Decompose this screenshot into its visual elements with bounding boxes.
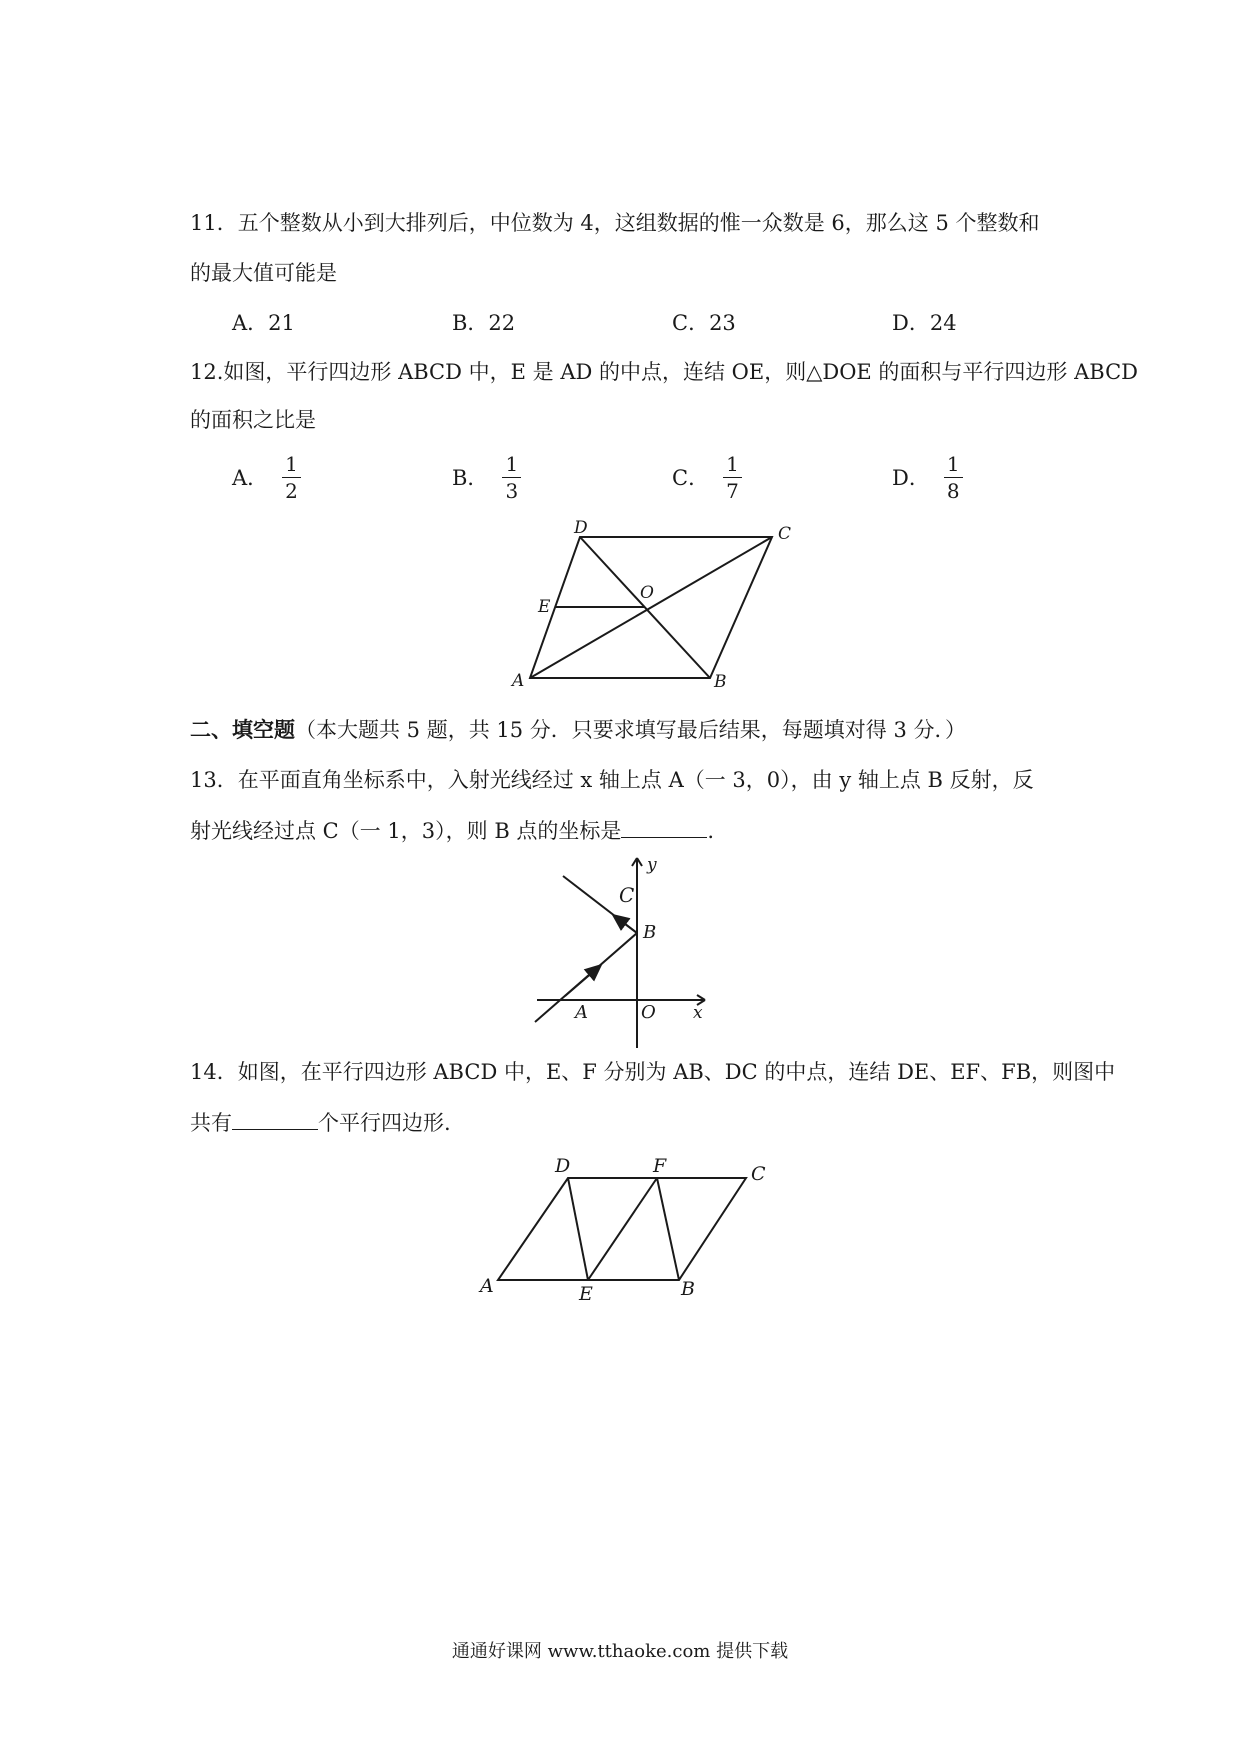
label-y: y bbox=[647, 855, 657, 875]
q12-option-b bbox=[452, 445, 521, 509]
q12-option-a bbox=[232, 445, 301, 509]
section2-heading: 二、填空题 bbox=[190, 717, 295, 742]
label-c: C bbox=[778, 524, 792, 544]
q12-option-b-letter: B． bbox=[452, 466, 489, 490]
q12-option-c bbox=[672, 445, 742, 509]
q11-line2: 的最大值可能是 bbox=[190, 261, 337, 285]
q11-line1: 11．五个整数从小到大排列后，中位数为 4，这组数据的惟一众数是 6，那么这 5 个整数和 bbox=[190, 211, 1040, 235]
q12-option-c-fraction bbox=[723, 452, 742, 503]
label-d: D bbox=[555, 1155, 571, 1177]
label-e: E bbox=[538, 597, 551, 617]
incident-ray-arrow bbox=[565, 965, 601, 996]
label-a: A bbox=[575, 1002, 588, 1023]
segment-de bbox=[568, 1178, 588, 1280]
q12-parallelogram-figure bbox=[500, 515, 800, 695]
q11-option-b: B．22 bbox=[452, 311, 516, 335]
label-x: x bbox=[693, 1003, 703, 1023]
label-d: D bbox=[574, 518, 588, 538]
section2-note: （本大题共 5 题，共 15 分．只要求填写最后结果，每题填对得 3 分．） bbox=[295, 718, 966, 742]
label-a: A bbox=[512, 671, 525, 691]
q13-answer-blank bbox=[621, 815, 707, 838]
q13-coordinate-figure bbox=[525, 850, 725, 1050]
q14-line2-text: 共有 bbox=[190, 1111, 232, 1135]
q11-option-a: A．21 bbox=[232, 311, 295, 335]
fraction-denominator: 8 bbox=[944, 477, 963, 503]
fraction-denominator: 7 bbox=[723, 477, 742, 503]
q11-option-c: C．23 bbox=[672, 311, 736, 335]
q12-option-c-letter: C． bbox=[672, 466, 710, 490]
label-b: B bbox=[681, 1278, 695, 1300]
fraction-numerator: 1 bbox=[505, 451, 519, 476]
label-e: E bbox=[579, 1283, 593, 1305]
label-f: F bbox=[653, 1155, 667, 1177]
label-c: C bbox=[619, 883, 635, 907]
fraction-denominator: 2 bbox=[282, 477, 301, 503]
q12-option-d-letter: D． bbox=[892, 466, 930, 490]
q13-line2-end: . bbox=[707, 819, 715, 843]
fraction-denominator: 3 bbox=[502, 477, 521, 503]
q14-line2-end: 个平行四边形. bbox=[318, 1111, 451, 1135]
q13-line2-text: 射光线经过点 C（一 1，3），则 B 点的坐标是 bbox=[190, 819, 622, 843]
label-o: O bbox=[641, 1002, 656, 1023]
page-footer: 通通好课网 www.tthaoke.com 提供下载 bbox=[451, 1641, 789, 1662]
label-o: O bbox=[640, 583, 654, 603]
q12-option-d-fraction bbox=[944, 452, 963, 503]
label-c: C bbox=[751, 1163, 766, 1185]
q12-option-b-fraction bbox=[502, 452, 521, 503]
segment-fb bbox=[657, 1178, 679, 1280]
label-b: B bbox=[643, 922, 657, 943]
q13-line2 bbox=[190, 815, 1060, 846]
q12-option-a-letter: A． bbox=[232, 466, 269, 490]
q12-line1: 12.如图，平行四边形 ABCD 中，E 是 AD 的中点，连结 OE，则△DOE 的面积与平行四边形 ABCD bbox=[190, 360, 1138, 384]
label-b: B bbox=[714, 672, 727, 692]
q11-option-d: D．24 bbox=[892, 311, 957, 335]
q14-line2 bbox=[190, 1107, 1060, 1138]
reflected-ray-arrow bbox=[613, 915, 637, 933]
q14-answer-blank bbox=[232, 1107, 318, 1130]
q13-line1: 13．在平面直角坐标系中，入射光线经过 x 轴上点 A（一 3，0），由 y 轴上点 B 反射，反 bbox=[190, 768, 1034, 792]
q14-line1: 14．如图，在平行四边形 ABCD 中，E、F 分别为 AB、DC 的中点，连结 DE、EF、FB，则图中 bbox=[190, 1060, 1116, 1084]
fraction-numerator: 1 bbox=[285, 451, 298, 476]
section2-heading-line bbox=[190, 715, 1060, 745]
fraction-numerator: 1 bbox=[726, 451, 739, 476]
q14-parallelogram-figure bbox=[475, 1148, 775, 1308]
q12-option-d bbox=[892, 445, 963, 509]
fraction-numerator: 1 bbox=[946, 451, 960, 476]
segment-ef bbox=[588, 1178, 657, 1280]
q12-line2: 的面积之比是 bbox=[190, 408, 316, 432]
label-a: A bbox=[480, 1275, 494, 1297]
q12-option-a-fraction bbox=[282, 452, 301, 503]
